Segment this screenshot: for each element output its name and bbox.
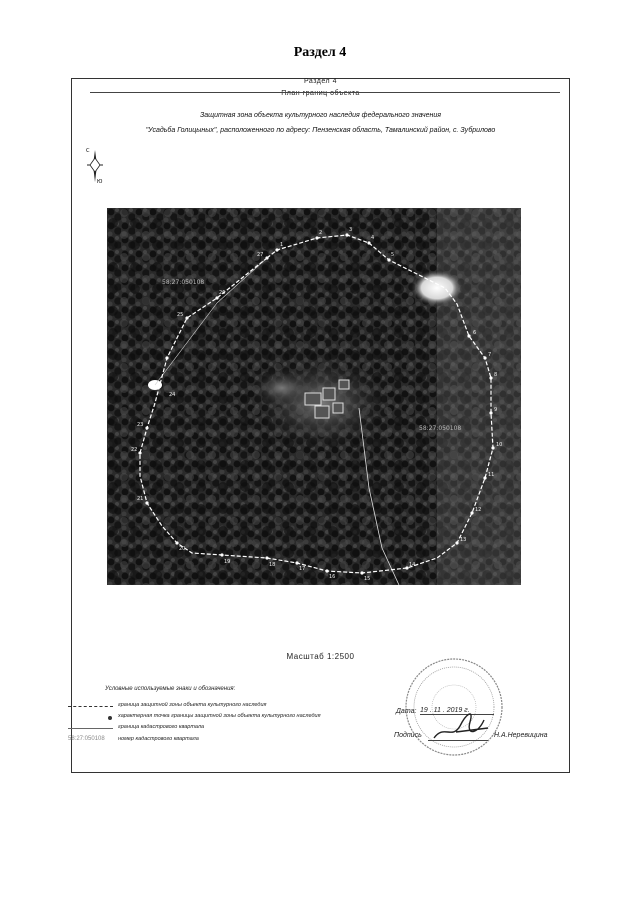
caption-line-1: Защитная зона объекта культурного наследия федерального значения bbox=[199, 112, 442, 119]
legend-item: характерная точка границы защитной зоны объекта культурного наследия bbox=[68, 713, 368, 723]
point-label: 18 bbox=[269, 562, 276, 568]
satellite-map bbox=[107, 208, 521, 585]
header-divider bbox=[90, 92, 560, 93]
point-label: 14 bbox=[409, 562, 416, 568]
date-value: 19 . 11 . 2019 г. bbox=[420, 707, 494, 715]
plan-label: План границ объекта bbox=[281, 90, 360, 97]
point-label: 7 bbox=[488, 352, 492, 358]
point-label: 25 bbox=[177, 312, 184, 318]
point-label: 23 bbox=[137, 422, 144, 428]
point-label: 26 bbox=[219, 290, 226, 296]
point-label: 21 bbox=[137, 496, 144, 502]
cadastral-symbol bbox=[68, 728, 113, 729]
quarter-number-symbol: 58:27:050108 bbox=[68, 736, 105, 742]
point-label: 6 bbox=[473, 330, 477, 336]
parcel-label-right: 58:27:050108 bbox=[419, 425, 462, 432]
legend-item: граница кадастрового квартала bbox=[68, 724, 368, 734]
compass-north: С bbox=[86, 148, 90, 154]
legend-title: Условные используемые знаки и обозначения: bbox=[105, 686, 236, 692]
point-label: 24 bbox=[169, 392, 176, 398]
caption-line-2: "Усадьба Голицыных", расположенного по адресу: Пензенская область, Тамалинский район, с. Зубрилово bbox=[145, 127, 496, 134]
point-label: 16 bbox=[329, 574, 336, 580]
point-label: 11 bbox=[488, 472, 495, 478]
point-label: 20 bbox=[179, 546, 186, 552]
point-label: 15 bbox=[364, 576, 371, 582]
zone-boundary-symbol bbox=[68, 706, 113, 707]
point-label: 4 bbox=[371, 235, 375, 241]
point-label: 8 bbox=[494, 372, 498, 378]
handwritten-signature bbox=[430, 704, 492, 746]
point-label: 22 bbox=[131, 447, 138, 453]
signer-name: Н.А.Неревицина bbox=[494, 732, 548, 739]
sign-label: Подпись bbox=[394, 732, 422, 739]
point-label: 17 bbox=[299, 566, 306, 572]
parcel-label-left: 58:27:050108 bbox=[162, 279, 205, 286]
point-label: 2 bbox=[319, 230, 323, 236]
compass-south: Ю bbox=[97, 179, 103, 185]
legend-item: граница защитной зоны объекта культурного наследия bbox=[68, 702, 368, 712]
point-label: 19 bbox=[224, 559, 231, 565]
section-label: Раздел 4 bbox=[304, 78, 337, 85]
page-title: Раздел 4 bbox=[293, 45, 347, 60]
date-label: Дата: bbox=[396, 708, 417, 715]
point-label: 3 bbox=[349, 227, 353, 233]
signature-block bbox=[390, 700, 560, 750]
point-label: 5 bbox=[391, 252, 395, 258]
point-symbol bbox=[108, 716, 112, 720]
point-label: 12 bbox=[475, 507, 482, 513]
point-label: 10 bbox=[496, 442, 503, 448]
map-scale: Масштаб 1:2500 bbox=[286, 652, 355, 661]
point-label: 27 bbox=[257, 252, 264, 258]
point-label: 9 bbox=[494, 407, 498, 413]
compass-icon bbox=[84, 144, 106, 186]
frame-header bbox=[72, 78, 569, 97]
legend-item: 58:27:050108 номер кадастрового квартала bbox=[68, 736, 199, 742]
point-label: 13 bbox=[460, 537, 467, 543]
point-label: 1 bbox=[280, 242, 284, 248]
